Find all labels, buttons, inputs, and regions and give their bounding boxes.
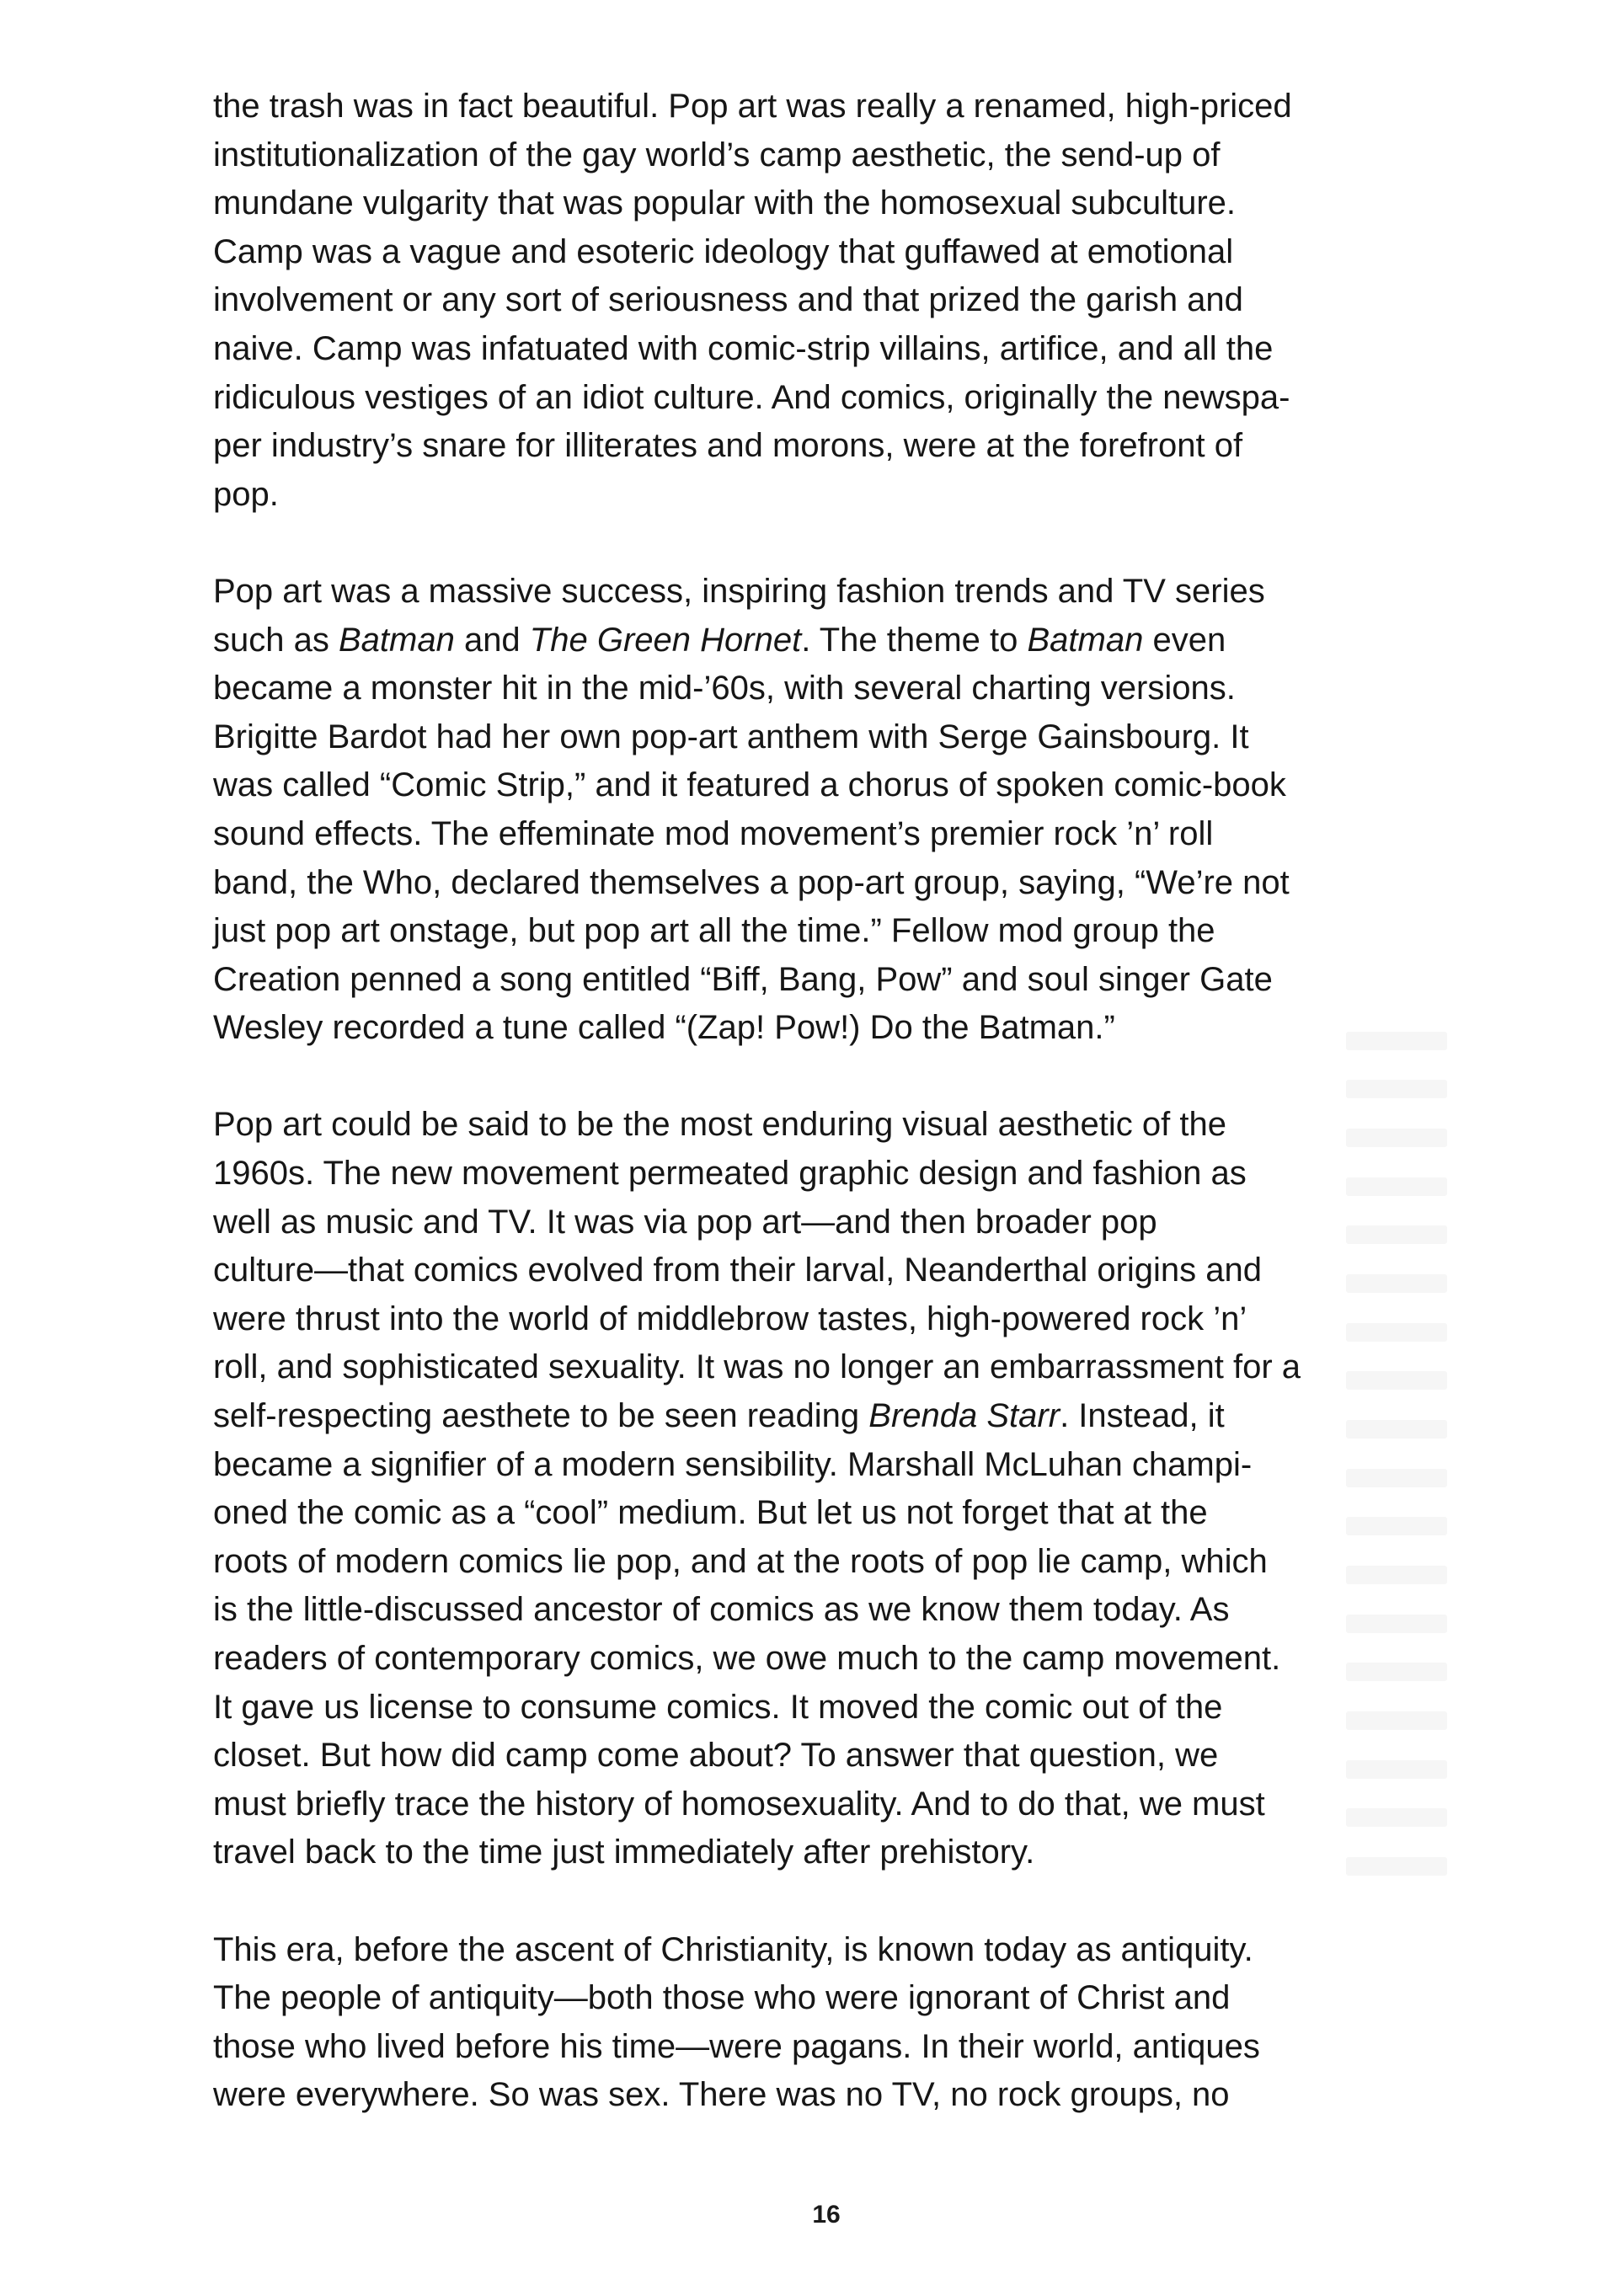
text-run: pop. [213, 475, 279, 513]
text-run: institutionalization of the gay world’s camp aesthetic, the send-up of [213, 136, 1221, 173]
text-run: . Instead, it [1060, 1397, 1225, 1435]
text-run: roots of modern comics lie pop, and at the roots of pop lie camp, which [213, 1542, 1268, 1580]
text-run: sound effects. The effeminate mod movement’s premier rock ’n’ roll [213, 814, 1214, 852]
italic-title: Brenda Starr [868, 1397, 1060, 1435]
text-line [213, 1343, 1443, 1392]
text-run: It gave us license to consume comics. It moved the comic out of the [213, 1688, 1223, 1726]
italic-title: Batman [338, 621, 455, 659]
text-line [213, 374, 1443, 423]
text-run: per industry’s snare for illiterates and morons, were at the forefront of [213, 427, 1243, 465]
text-run: is the little-discussed ancestor of comics as we know them today. As [213, 1591, 1230, 1629]
text-run: Brigitte Bardot had her own pop-art anthem with Serge Gainsbourg. It [213, 718, 1249, 755]
text-line [213, 1004, 1443, 1053]
text-line [213, 1684, 1443, 1732]
text-run: such as [213, 621, 339, 659]
text-run: involvement or any sort of seriousness and that prized the garish and [213, 281, 1243, 319]
text-line [213, 568, 1443, 617]
text-line [213, 325, 1443, 374]
text-run: 1960s. The new movement permeated graphic design and fashion as [213, 1155, 1247, 1193]
text-line [213, 1150, 1443, 1198]
text-run: culture—that comics evolved from their larval, Neanderthal origins and [213, 1252, 1263, 1289]
text-run: oned the comic as a “cool” medium. But let us not forget that at the [213, 1494, 1208, 1532]
text-line [213, 859, 1443, 908]
text-run: became a monster hit in the mid-’60s, with several charting versions. [213, 670, 1236, 707]
text-line [213, 1586, 1443, 1635]
text-line [213, 422, 1443, 471]
text-line [213, 1198, 1443, 1247]
text-line [213, 471, 1443, 520]
paragraph [213, 1101, 1443, 1877]
text-line [213, 1489, 1443, 1538]
text-run: . The theme to [801, 621, 1028, 659]
text-line [213, 956, 1443, 1005]
text-run: Creation penned a song entitled “Biff, Bang, Pow” and soul singer Gate [213, 960, 1273, 998]
text-line [213, 713, 1443, 762]
text-run: This era, before the ascent of Christianity, is known today as antiquity. [213, 1930, 1253, 1968]
text-run: self-respecting aesthete to be seen reading [213, 1397, 869, 1435]
text-run: closet. But how did camp come about? To answer that question, we [213, 1737, 1219, 1775]
text-line [213, 1828, 1443, 1877]
text-run: band, the Who, declared themselves a pop-art group, saying, “We’re not [213, 863, 1290, 901]
paragraph [213, 83, 1443, 519]
text-run: was called “Comic Strip,” and it featured a chorus of spoken comic-book [213, 766, 1286, 804]
text-run: roll, and sophisticated sexuality. It was no longer an embarrassment for a [213, 1348, 1301, 1386]
text-run: ridiculous vestiges of an idiot culture. And comics, originally the newspa- [213, 378, 1290, 416]
text-run: The people of antiquity—both those who were ignorant of Christ and [213, 1979, 1231, 2017]
text-run: became a signifier of a modern sensibility. Marshall McLuhan champi- [213, 1445, 1253, 1483]
text-run: Pop art was a massive success, inspiring fashion trends and TV series [213, 572, 1265, 610]
text-run: even [1143, 621, 1226, 659]
text-line [213, 228, 1443, 277]
text-line [213, 276, 1443, 325]
text-run: just pop art onstage, but pop art all the time.” Fellow mod group the [213, 912, 1215, 950]
text-line [213, 1974, 1443, 2023]
text-line [213, 2071, 1443, 2120]
page-number: 16 [812, 2201, 841, 2229]
italic-title: The Green Hornet [529, 621, 802, 659]
text-line [213, 1926, 1443, 1975]
paragraph [213, 1926, 1443, 2120]
body-text [213, 83, 1443, 2169]
text-line [213, 1635, 1443, 1684]
italic-title: Batman [1027, 621, 1144, 659]
text-line [213, 1441, 1443, 1490]
text-run: Pop art could be said to be the most enduring visual aesthetic of the [213, 1106, 1226, 1144]
text-run: mundane vulgarity that was popular with the homosexual subculture. [213, 184, 1237, 222]
text-line [213, 2023, 1443, 2072]
text-run: naive. Camp was infatuated with comic-strip villains, artifice, and all the [213, 329, 1274, 367]
text-line [213, 179, 1443, 228]
text-line [213, 1780, 1443, 1829]
text-run: those who lived before his time—were pagans. In their world, antiques [213, 2027, 1260, 2065]
text-run: were thrust into the world of middlebrow tastes, high-powered rock ’n’ [213, 1300, 1247, 1337]
text-line [213, 617, 1443, 665]
text-run: the trash was in fact beautiful. Pop art was really a renamed, high-priced [213, 88, 1292, 125]
text-run: well as music and TV. It was via pop art—and then broader pop [213, 1203, 1157, 1241]
text-line [213, 1392, 1443, 1441]
text-line [213, 83, 1443, 131]
text-line [213, 1295, 1443, 1344]
paragraph [213, 568, 1443, 1053]
text-run: Wesley recorded a tune called “(Zap! Pow!) Do the Batman.” [213, 1009, 1115, 1047]
text-line [213, 1101, 1443, 1150]
text-line [213, 810, 1443, 859]
text-run: must briefly trace the history of homosexuality. And to do that, we must [213, 1785, 1265, 1823]
text-line [213, 1246, 1443, 1295]
text-line [213, 1538, 1443, 1587]
text-line [213, 665, 1443, 713]
text-run: travel back to the time just immediately after prehistory. [213, 1834, 1035, 1871]
text-line [213, 761, 1443, 810]
text-run: were everywhere. So was sex. There was no TV, no rock groups, no [213, 2076, 1230, 2114]
text-line [213, 131, 1443, 180]
text-line [213, 1732, 1443, 1780]
text-run: and [454, 621, 530, 659]
text-line [213, 907, 1443, 956]
text-run: Camp was a vague and esoteric ideology that guffawed at emotional [213, 232, 1234, 270]
text-run: readers of contemporary comics, we owe much to the camp movement. [213, 1640, 1281, 1677]
